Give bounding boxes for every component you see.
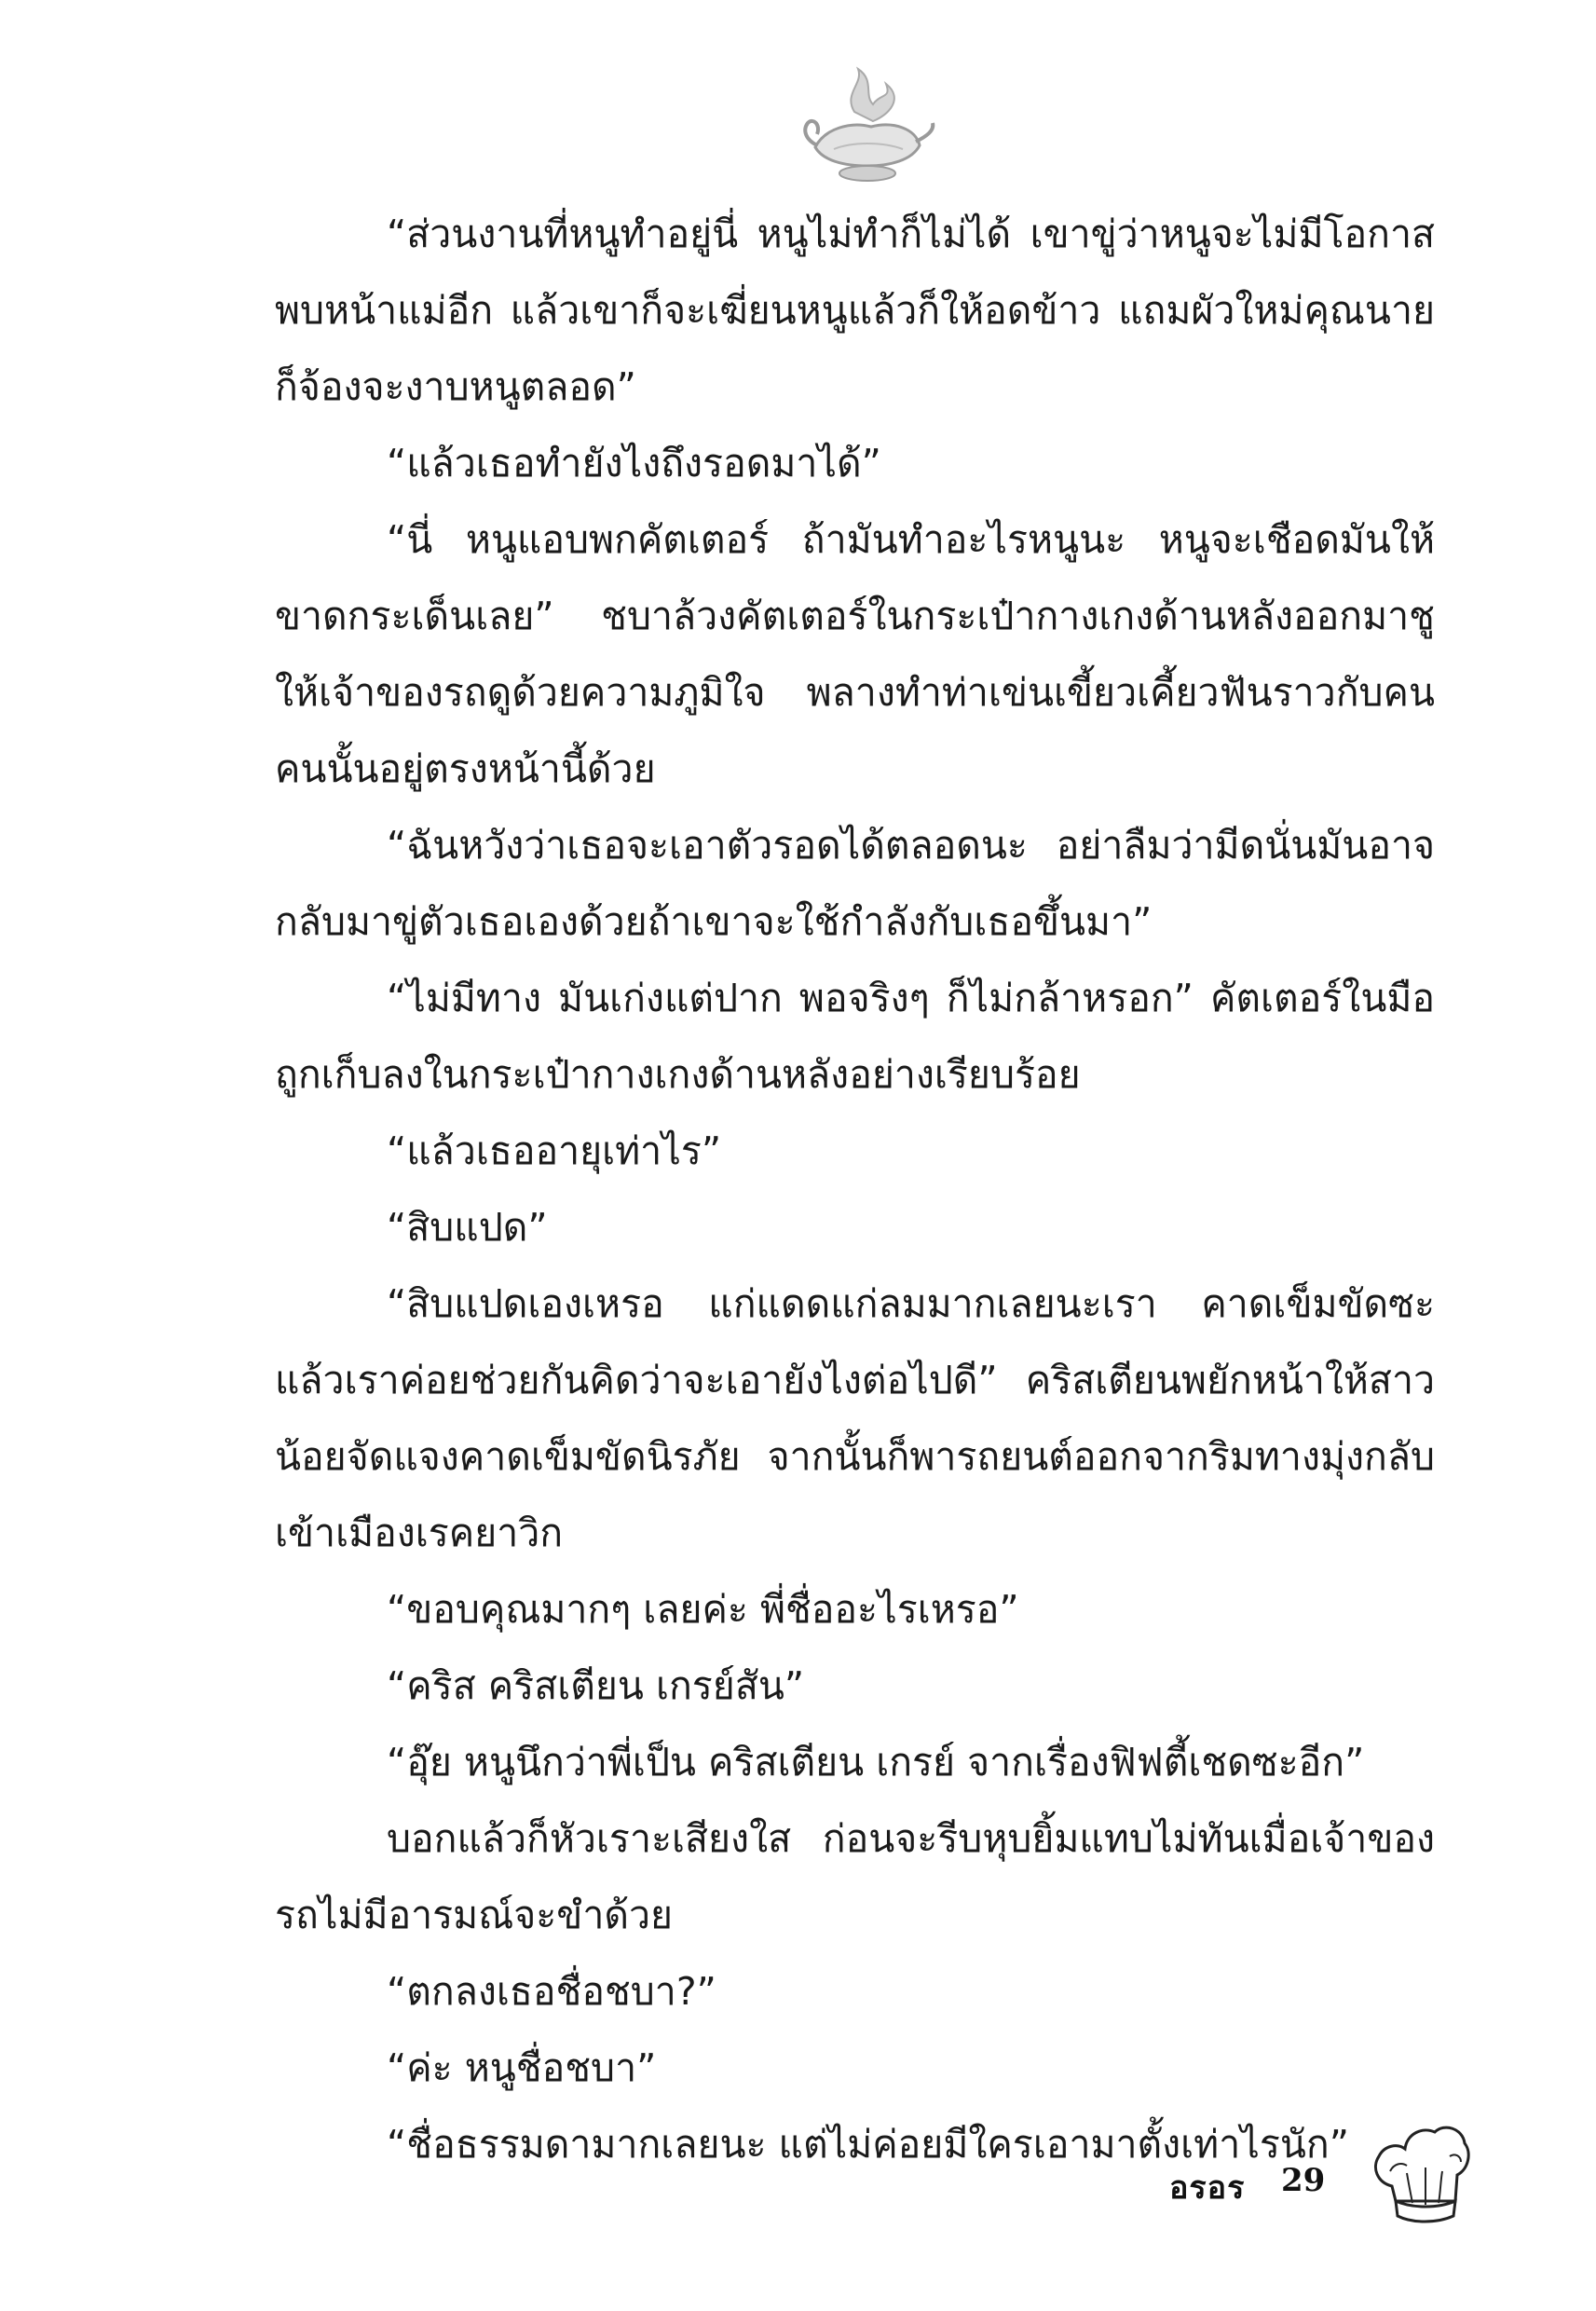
paragraph: “ไม่มีทาง มันเก่งแต่ปาก พอจริงๆ ก็ไม่กล้าหรอก” คัตเตอร์ในมือถูกเก็บลงในกระเป๋ากางเกงด้านหลังอย่างเรียบร้อย: [275, 976, 1435, 1097]
paragraph: “นี่ หนูแอบพกคัตเตอร์ ถ้ามันทำอะไรหนูนะ หนูจะเชือดมันให้ขาดกระเด็นเลย” ชบาล้วงคัตเตอร์ในกระเป๋ากางเกงด้านหลังออกมาชูให้เจ้าของรถดูด้วยความภูมิใจ พลางทำท่าเข่นเขี้ยวเคี้ยวฟันราวกับคนคนนั้นอยู่ตรงหน้านี้ด้วย: [275, 517, 1435, 791]
paragraph: “ฉันหวังว่าเธอจะเอาตัวรอดได้ตลอดนะ อย่าลืมว่ามีดนั่นมันอาจกลับมาขู่ตัวเธอเองด้วยถ้าเขาจะใช้กำลังกับเธอขึ้นมา”: [275, 823, 1435, 944]
page-number: 29: [1281, 2162, 1326, 2199]
chef-hat-icon: [1370, 2115, 1472, 2227]
paragraph: “ค่ะ หนูชื่อชบา”: [387, 2045, 657, 2090]
paragraph: “ชื่อธรรมดามากเลยนะ แต่ไม่ค่อยมีใครเอามาตั้งเท่าไรนัก”: [387, 2122, 1349, 2167]
paragraph: บอกแล้วก็หัวเราะเสียงใส ก่อนจะรีบหุบยิ้มแทบไม่ทันเมื่อเจ้าของรถไม่มีอารมณ์จะขำด้วย: [275, 1816, 1435, 1937]
body-text: [275, 196, 1435, 2182]
paragraph: “อุ๊ย หนูนึกว่าพี่เป็น คริสเตียน เกรย์ จากเรื่องฟิฟตี้เชดซะอีก”: [387, 1740, 1365, 1785]
paragraph: “คริส คริสเตียน เกรย์สัน”: [387, 1663, 805, 1708]
footer-author: อรอร: [1169, 2169, 1246, 2207]
magic-lamp-icon: [797, 56, 936, 196]
paragraph: “ขอบคุณมากๆ เลยค่ะ พี่ชื่ออะไรเหรอ”: [387, 1587, 1019, 1632]
paragraph: “แล้วเธอทำยังไงถึงรอดมาได้”: [387, 441, 881, 485]
paragraph: “สิบแปดเองเหรอ แก่แดดแก่ลมมากเลยนะเรา คาดเข็มขัดซะแล้วเราค่อยช่วยกันคิดว่าจะเอายังไงต่อไปดี” คริสเตียนพยักหน้าให้สาวน้อยจัดแจงคาดเข็มขัดนิรภัย จากนั้นก็พารถยนต์ออกจากริมทางมุ่งกลับเข้าเมืองเรคยาวิก: [275, 1281, 1435, 1555]
paragraph: “แล้วเธออายุเท่าไร”: [387, 1128, 722, 1173]
paragraph: “ส่วนงานที่หนูทำอยู่นี่ หนูไม่ทำก็ไม่ได้ เขาขู่ว่าหนูจะไม่มีโอกาสพบหน้าแม่อีก แล้วเขาก็จะเฆี่ยนหนูแล้วก็ให้อดข้าว แถมผัวใหม่คุณนายก็จ้องจะงาบหนูตลอด”: [275, 212, 1435, 409]
paragraph: “สิบแปด”: [387, 1205, 548, 1250]
paragraph: “ตกลงเธอชื่อชบา?”: [387, 1969, 716, 2014]
